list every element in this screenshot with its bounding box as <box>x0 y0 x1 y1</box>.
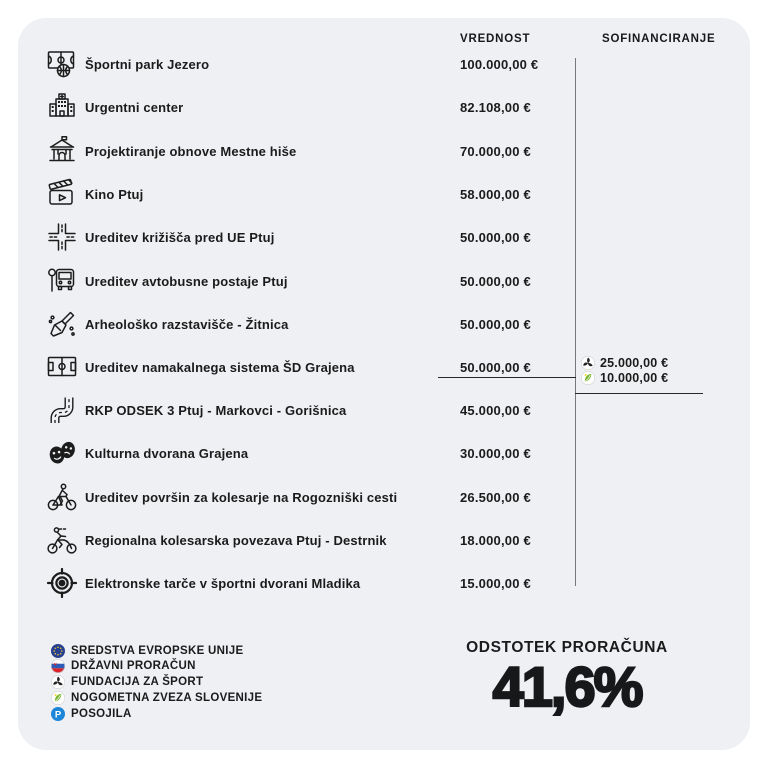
cofinancing-connector-right <box>575 393 703 395</box>
project-name: Kino Ptuj <box>85 186 144 202</box>
project-value: 30.000,00 € <box>460 445 531 461</box>
posojila-icon <box>51 707 65 721</box>
fundacija-za-sport-icon <box>51 675 65 689</box>
legend-label: SREDSTVA EVROPSKE UNIJE <box>71 644 244 657</box>
project-name: Arheološko razstavišče - Žitnica <box>85 316 289 332</box>
project-name: Ureditev križišča pred UE Ptuj <box>85 229 275 245</box>
archaeology-icon <box>44 308 80 341</box>
project-value: 18.000,00 € <box>460 532 531 548</box>
slovenia-flag-icon <box>51 659 65 673</box>
legend-label: DRŽAVNI PRORAČUN <box>71 660 196 673</box>
project-value: 58.000,00 € <box>460 186 531 202</box>
cofinancing-entry <box>581 371 668 387</box>
column-header-vrednost: VREDNOST <box>460 33 531 45</box>
cofinancing-annotation <box>581 355 668 386</box>
infographic-card <box>18 18 750 750</box>
project-value: 50.000,00 € <box>460 229 531 245</box>
theater-masks-icon <box>44 437 80 470</box>
cofinancing-connector-left <box>438 377 576 379</box>
project-value: 70.000,00 € <box>460 143 531 159</box>
legend-item <box>51 644 262 658</box>
sofinanciranje-axis-line <box>575 58 577 586</box>
cyclist-route-icon <box>44 524 80 557</box>
clapperboard-icon <box>44 178 80 211</box>
project-value: 50.000,00 € <box>460 316 531 332</box>
summary-title: ODSTOTEK PRORAČUNA <box>466 639 668 656</box>
legend-label: POSOJILA <box>71 707 132 720</box>
project-name: RKP ODSEK 3 Ptuj - Markovci - Gorišnica <box>85 402 347 418</box>
cofinancing-entry <box>581 355 668 371</box>
column-header-sofinanciranje: SOFINANCIRANJE <box>602 33 716 45</box>
legend-item <box>51 707 262 721</box>
project-value: 50.000,00 € <box>460 359 531 375</box>
eu-flag-icon <box>51 644 65 658</box>
legend <box>51 644 262 720</box>
football-pitch-icon <box>44 351 80 384</box>
town-hall-icon <box>44 135 80 168</box>
nogometna-zveza-slovenije-icon <box>51 691 65 705</box>
project-value: 82.108,00 € <box>460 99 531 115</box>
legend-item <box>51 691 262 705</box>
summary-percentage: 41,6% <box>492 655 642 718</box>
project-value: 100.000,00 € <box>460 56 539 72</box>
svg-text:P: P <box>54 708 62 720</box>
project-name: Kulturna dvorana Grajena <box>85 445 249 461</box>
project-name: Urgentni center <box>85 99 184 115</box>
fundacija-za-sport-icon <box>581 356 595 370</box>
project-value: 26.500,00 € <box>460 489 531 505</box>
cyclist-icon <box>44 481 80 514</box>
project-value: 15.000,00 € <box>460 575 531 591</box>
project-name: Projektiranje obnove Mestne hiše <box>85 143 297 159</box>
project-value: 45.000,00 € <box>460 402 531 418</box>
cofinancing-value: 10.000,00 € <box>600 371 669 386</box>
legend-label: FUNDACIJA ZA ŠPORT <box>71 676 204 689</box>
target-icon <box>44 567 80 600</box>
project-name: Ureditev površin za kolesarje na Rogozniški cesti <box>85 489 398 505</box>
project-name: Regionalna kolesarska povezava Ptuj - Destrnik <box>85 532 387 548</box>
legend-label: NOGOMETNA ZVEZA SLOVENIJE <box>71 691 263 704</box>
project-name: Športni park Jezero <box>85 56 210 72</box>
basketball-court-icon <box>44 48 80 81</box>
project-value: 50.000,00 € <box>460 273 531 289</box>
cofinancing-value: 25.000,00 € <box>600 355 669 370</box>
project-name: Ureditev namakalnega sistema ŠD Grajena <box>85 359 355 375</box>
nogometna-zveza-slovenije-icon <box>581 371 595 385</box>
bus-stop-icon <box>44 265 80 298</box>
project-name: Ureditev avtobusne postaje Ptuj <box>85 273 288 289</box>
budget-summary <box>462 639 672 717</box>
hospital-icon <box>44 91 80 124</box>
project-name: Elektronske tarče v športni dvorani Mladika <box>85 575 361 591</box>
legend-item <box>51 660 262 674</box>
intersection-icon <box>44 221 80 254</box>
road-icon <box>44 394 80 427</box>
legend-item <box>51 675 262 689</box>
